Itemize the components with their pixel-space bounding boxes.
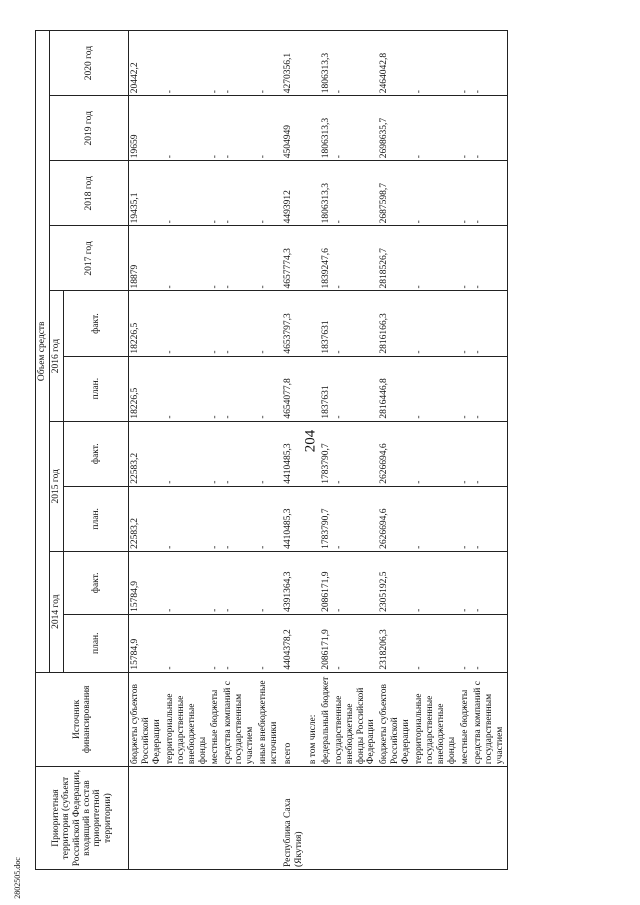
cell-value: - [164,421,210,486]
header-volume: Объем средств [36,31,50,673]
cell-value: 2816446,8 [378,356,413,421]
cell-value: - [333,291,379,356]
cell-value: - [209,614,222,672]
header-year-2018: 2018 год [50,161,129,226]
cell-value: - [164,226,210,291]
table-row [257,31,281,870]
table-row [129,31,164,870]
cell-value: - [257,96,281,161]
cell-value: - [257,421,281,486]
table-row [472,31,507,870]
cell-territory [257,767,281,870]
cell-value: 4404378,2 [281,614,307,672]
cell-value: - [209,356,222,421]
cell-value [307,96,320,161]
cell-value: - [209,161,222,226]
cell-value: - [413,421,459,486]
header-year-2016: 2016 год [50,291,64,421]
cell-source: федеральный бюджет [320,672,333,767]
table-row [413,31,459,870]
cell-value: - [459,226,472,291]
header-year-2017: 2017 год [50,226,129,291]
cell-territory [222,767,257,870]
table-row [320,31,333,870]
cell-value: 1806313,3 [320,161,333,226]
cell-value: 22583,2 [129,421,164,486]
cell-value: - [164,161,210,226]
cell-value: 2305192,5 [378,551,413,614]
table-row [281,31,307,870]
table-row [459,31,472,870]
cell-value: 4410485,3 [281,421,307,486]
cell-value: - [472,161,507,226]
cell-value: 1783790,7 [320,421,333,486]
funding-table [35,30,508,870]
cell-value: 4410485,3 [281,486,307,551]
cell-value: - [459,161,472,226]
cell-value: - [333,421,379,486]
cell-value: - [164,291,210,356]
cell-value: - [222,96,257,161]
table-row [307,31,320,870]
cell-value: 18226,5 [129,356,164,421]
cell-source: территориальные государственные внебюджетные фонды [164,672,210,767]
cell-value [307,161,320,226]
cell-value: 2626694,6 [378,421,413,486]
header-year-2020: 2020 год [50,31,129,96]
header-fact-2014: факт. [64,551,129,614]
cell-source: средства компаний с государственным участием [222,672,257,767]
cell-value: 18879 [129,226,164,291]
cell-value: - [413,31,459,96]
cell-value: - [333,356,379,421]
cell-value: - [459,96,472,161]
cell-value [307,486,320,551]
cell-territory: Республика Саха (Якутия) [281,767,307,870]
cell-value: - [459,486,472,551]
cell-value: - [413,291,459,356]
cell-value: 19435,1 [129,161,164,226]
cell-territory [459,767,472,870]
cell-value: - [222,486,257,551]
cell-source: всего [281,672,307,767]
cell-value: 2816166,3 [378,291,413,356]
rotated-table-wrapper [35,30,600,870]
header-plan-2016: план. [64,356,129,421]
cell-value: - [257,31,281,96]
table-body [129,31,508,870]
cell-source: территориальные государственные внебюджетные фонды [413,672,459,767]
cell-value: - [209,226,222,291]
cell-value: - [257,551,281,614]
cell-value: - [472,356,507,421]
cell-value: - [257,161,281,226]
cell-value: 4654077,8 [281,356,307,421]
cell-value: - [472,551,507,614]
cell-value: - [459,614,472,672]
cell-value: - [164,96,210,161]
header-year-2015: 2015 год [50,421,64,551]
cell-value: - [459,291,472,356]
cell-value [307,356,320,421]
cell-territory [307,767,320,870]
cell-value: - [257,614,281,672]
cell-value: 2318206,3 [378,614,413,672]
header-plan-2014: план. [64,614,129,672]
cell-value: - [209,486,222,551]
header-year-2019: 2019 год [50,96,129,161]
cell-value: 1837631 [320,356,333,421]
cell-value: - [413,161,459,226]
cell-value: - [413,614,459,672]
cell-value: 22583,2 [129,486,164,551]
cell-value: 15784,9 [129,551,164,614]
cell-value: - [222,291,257,356]
cell-territory [333,767,379,870]
cell-value: 19659 [129,96,164,161]
cell-value: - [472,486,507,551]
cell-value: - [222,226,257,291]
cell-value: 2464042,8 [378,31,413,96]
cell-value: 4391364,3 [281,551,307,614]
document-code: 2802505.doc [13,857,22,899]
header-source: Источник финансирования [36,672,129,767]
cell-value: - [164,356,210,421]
cell-source: бюджеты субъектов Российской Федерации [378,672,413,767]
cell-value: - [222,161,257,226]
cell-value: - [459,31,472,96]
cell-value: - [257,356,281,421]
cell-value: - [209,551,222,614]
cell-value: 2698635,7 [378,96,413,161]
cell-value: - [164,486,210,551]
cell-value: - [413,486,459,551]
cell-source: бюджеты субъектов Российской Федерации [129,672,164,767]
cell-value [307,551,320,614]
cell-value: - [472,226,507,291]
cell-value: 4504949 [281,96,307,161]
header-year-2014: 2014 год [50,551,64,672]
cell-source: государственные внебюджетные фонды Российской Федерации [333,672,379,767]
cell-source: местные бюджеты [459,672,472,767]
cell-value: - [222,421,257,486]
cell-value: 1806313,3 [320,96,333,161]
header-territory: Приоритетная территория (субъект Российской Федерации, входящий в состав приоритетной территории) [36,767,129,870]
cell-value: 18226,5 [129,291,164,356]
table-row [333,31,379,870]
cell-value: - [222,356,257,421]
cell-value: - [209,291,222,356]
header-fact-2015: факт. [64,421,129,486]
cell-value: - [459,421,472,486]
cell-source: средства компаний с государственным участием [472,672,507,767]
cell-value: - [413,356,459,421]
cell-source: местные бюджеты [209,672,222,767]
cell-value: - [333,551,379,614]
cell-value: - [472,421,507,486]
cell-value: - [413,226,459,291]
cell-value: - [257,226,281,291]
header-fact-2016: факт. [64,291,129,356]
cell-value: - [209,31,222,96]
header-plan-2015: план. [64,486,129,551]
cell-value: - [472,291,507,356]
cell-territory [378,767,413,870]
cell-value: 2086171,9 [320,614,333,672]
cell-value: - [333,96,379,161]
cell-value [307,226,320,291]
cell-value: 4270356,1 [281,31,307,96]
table-row [164,31,210,870]
cell-territory [413,767,459,870]
cell-value: - [333,31,379,96]
cell-value: - [459,551,472,614]
cell-value: 1783790,7 [320,486,333,551]
cell-value: - [257,291,281,356]
cell-value: 2086171,9 [320,551,333,614]
table-row [209,31,222,870]
cell-value [307,31,320,96]
cell-value: - [209,421,222,486]
cell-value: - [333,161,379,226]
cell-territory [209,767,222,870]
cell-territory [320,767,333,870]
cell-value: 1806313,3 [320,31,333,96]
cell-value: - [472,614,507,672]
cell-value: - [472,96,507,161]
cell-source: иные внебюджетные источники [257,672,281,767]
cell-value: - [413,96,459,161]
cell-value: 15784,9 [129,614,164,672]
cell-source: в том числе: [307,672,320,767]
cell-value [307,291,320,356]
cell-value [307,614,320,672]
cell-value: - [164,614,210,672]
cell-value: - [413,551,459,614]
cell-value: - [164,551,210,614]
cell-value: 4653797,3 [281,291,307,356]
cell-value: - [472,31,507,96]
cell-value: - [164,31,210,96]
cell-value: 20442,2 [129,31,164,96]
cell-territory [129,767,164,870]
table-row [222,31,257,870]
cell-value: 1837631 [320,291,333,356]
cell-value: 2687598,7 [378,161,413,226]
page-number: 204 [302,429,319,453]
cell-value: - [459,356,472,421]
cell-territory [164,767,210,870]
cell-value [307,421,320,486]
cell-value: - [222,31,257,96]
cell-value: - [209,96,222,161]
table-row [378,31,413,870]
cell-value: 1839247,6 [320,226,333,291]
cell-value: 2818526,7 [378,226,413,291]
cell-value: - [222,551,257,614]
cell-value: - [222,614,257,672]
cell-value: - [333,226,379,291]
cell-territory [472,767,507,870]
cell-value: 4657774,3 [281,226,307,291]
cell-value: 2626694,6 [378,486,413,551]
cell-value: 4493912 [281,161,307,226]
cell-value: - [333,614,379,672]
cell-value: - [333,486,379,551]
cell-value: - [257,486,281,551]
